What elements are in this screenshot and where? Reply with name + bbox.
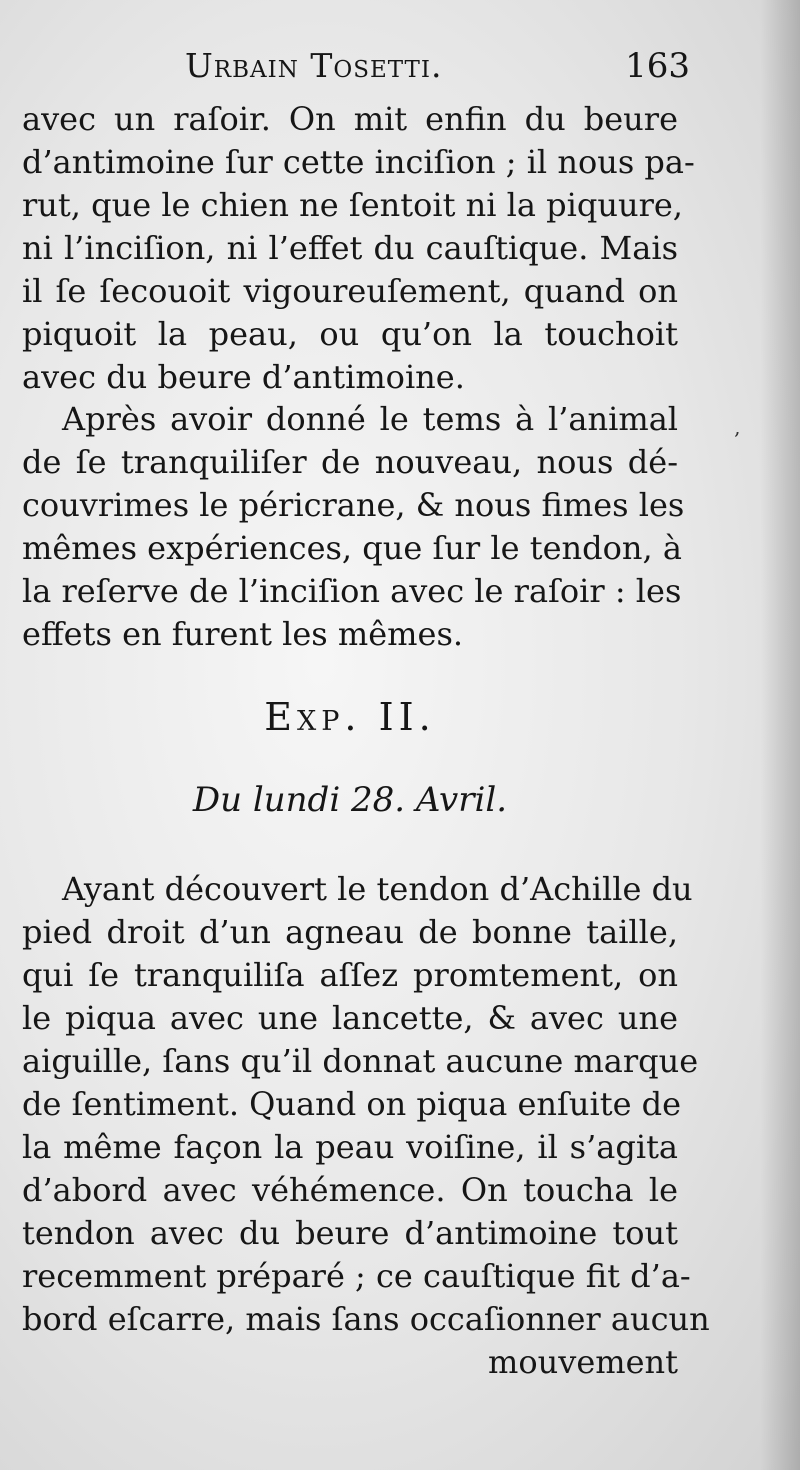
stray-mark: ‚	[734, 415, 741, 439]
text-line: il ſe ſecouoit vigoureuſement, quand on	[22, 272, 678, 310]
text-line: d’abord avec véhémence. On toucha le	[22, 1171, 678, 1209]
text-line: avec un raſoir. On mit enfin du beure	[22, 100, 678, 138]
text-line: de ſentiment. Quand on piqua enſuite de	[22, 1085, 682, 1123]
text-line: aiguille, ſans qu’il donnat aucune marque	[22, 1042, 699, 1080]
text-line: effets en furent les mêmes.	[22, 615, 464, 653]
text-line: Après avoir donné le tems à l’animal	[62, 400, 678, 438]
running-head: Urbain Tosetti.	[185, 46, 443, 85]
text-line: la même façon la peau voiſine, il s’agita	[22, 1128, 678, 1166]
text-line: couvrimes le péricrane, & nous fimes les	[22, 486, 685, 524]
text-line: rut, que le chien ne ſentoit ni la piquure,	[22, 186, 683, 224]
text-line: pied droit d’un agneau de bonne taille,	[22, 913, 678, 951]
date-heading: Du lundi 28. Avril.	[192, 780, 508, 820]
paragraph-3	[22, 868, 710, 1384]
catchword: mouvement	[488, 1343, 678, 1381]
text-line: avec du beure d’antimoine.	[22, 358, 465, 396]
text-line: mêmes expériences, que ſur le tendon, à	[22, 529, 682, 567]
text-line: piquoit la peau, ou qu’on la touchoit	[22, 315, 678, 353]
text-line: la reſerve de l’inciſion avec le raſoir : les	[22, 572, 682, 610]
text-line: Ayant découvert le tendon d’Achille du	[62, 870, 693, 908]
text-line: de ſe tranquiliſer de nouveau, nous dé-	[22, 443, 678, 481]
text-line: qui ſe tranquiliſa aſſez promtement, on	[22, 956, 678, 994]
paragraph-2	[22, 398, 685, 656]
page-header	[40, 38, 690, 98]
text-line: le piqua avec une lancette, & avec une	[22, 999, 678, 1037]
page-number: 163	[625, 46, 690, 86]
text-line: bord eſcarre, mais ſans occaſionner aucun	[22, 1300, 710, 1338]
text-line: ni l’inciſion, ni l’effet du cauſtique. Mais	[22, 229, 678, 267]
text-line: recemment préparé ; ce cauſtique fit d’a-	[22, 1257, 691, 1295]
paragraph-1	[22, 98, 695, 399]
text-line: d’antimoine ſur cette inciſion ; il nous pa-	[22, 143, 695, 181]
text-line: tendon avec du beure d’antimoine tout	[22, 1214, 678, 1252]
experiment-heading: Exp. II.	[264, 695, 436, 739]
